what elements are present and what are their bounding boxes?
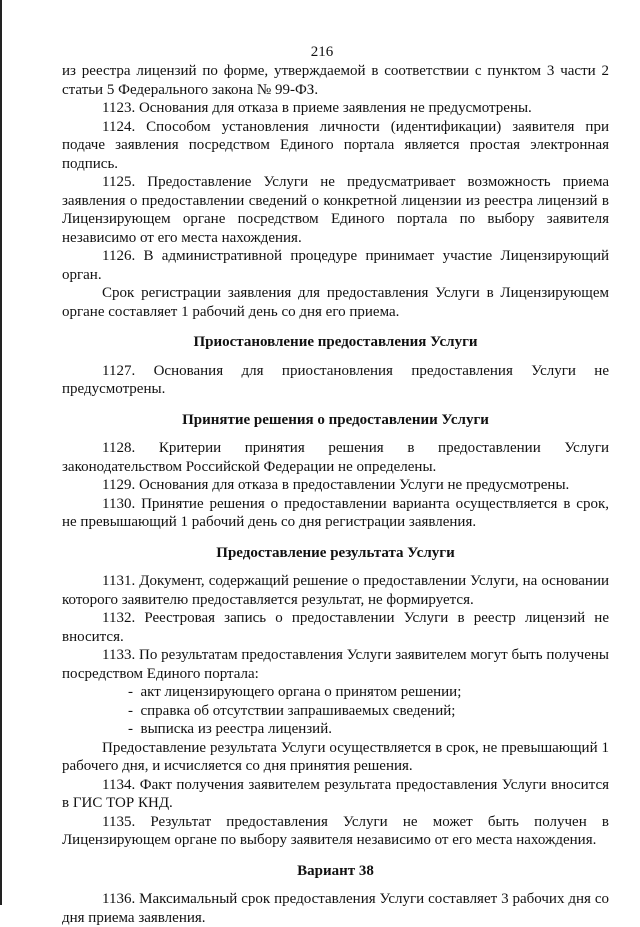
section-heading: Вариант 38 <box>297 862 374 879</box>
paragraph: 1124. Способом установления личности (идентификации) заявителя при подаче заявления посредством Единого портала является простая электронная подпись. <box>62 118 609 172</box>
paragraph: 1136. Максимальный срок предоставления Услуги составляет 3 рабочих дня со дня приема заявления. <box>62 891 609 926</box>
paragraph: 1125. Предоставление Услуги не предусматривает возможность приема заявления о предоставлении сведений о конкретной лицензии из реестра лицензий в Лицензирующем органе посредством Единого портала по выбору заявителя независимо от его места нахождения. <box>62 174 609 246</box>
list-item: - выписка из реестра лицензий. <box>128 720 609 739</box>
section-heading: Принятие решения о предоставлении Услуги <box>182 411 489 428</box>
list-item: - справка об отсутствии запрашиваемых сведений; <box>128 702 609 721</box>
paragraph: Предоставление результата Услуги осуществляется в срок, не превышающий 1 рабочего дня, и исчисляется со дня принятия решения. <box>62 739 609 774</box>
paragraph: 1131. Документ, содержащий решение о предоставлении Услуги, на основании которого заявителю предоставляется результат, не формируется. <box>62 573 609 608</box>
list-item: - акт лицензирующего органа о принятом решении; <box>128 683 609 702</box>
paragraph: 1133. По результатам предоставления Услуги заявителем могут быть получены посредством Единого портала: <box>62 647 609 682</box>
paragraph: 1130. Принятие решения о предоставлении варианта осуществляется в срок, не превышающий 1 рабочий день со дня регистрации заявления. <box>62 495 609 530</box>
page-number: 216 <box>310 44 334 60</box>
section-heading: Приостановление предоставления Услуги <box>193 334 478 350</box>
paragraph: 1123. Основания для отказа в приеме заявления не предусмотрены. <box>102 100 532 116</box>
paragraph: 1134. Факт получения заявителем результата предоставления Услуги вносится в ГИС ТОР КНД. <box>62 776 609 811</box>
paragraph: 1132. Реестровая запись о предоставлении Услуги в реестр лицензий не вносится. <box>62 610 609 645</box>
paragraph: 1126. В административной процедуре принимает участие Лицензирующий орган. <box>62 248 609 283</box>
section-heading: Предоставление результата Услуги <box>216 544 455 561</box>
paragraph: 1135. Результат предоставления Услуги не может быть получен в Лицензирующем органе по выбору заявителя независимо от его места нахождения. <box>62 813 609 848</box>
paragraph: 1129. Основания для отказа в предоставлении Услуги не предусмотрены. <box>102 477 570 493</box>
paragraph: 1127. Основания для приостановления предоставления Услуги не предусмотрены. <box>62 362 609 397</box>
paragraph: 1128. Критерии принятия решения в предоставлении Услуги законодательством Российской Федерации не определены. <box>62 440 609 475</box>
result-list <box>62 683 609 739</box>
paragraph: из реестра лицензий по форме, утверждаемой в соответствии с пунктом 3 части 2 статьи 5 Федерального закона № 99-ФЗ. <box>62 63 609 98</box>
document-body <box>62 62 609 927</box>
paragraph: Срок регистрации заявления для предоставления Услуги в Лицензирующем органе составляет 1 рабочий день со дня его приема. <box>62 285 609 320</box>
